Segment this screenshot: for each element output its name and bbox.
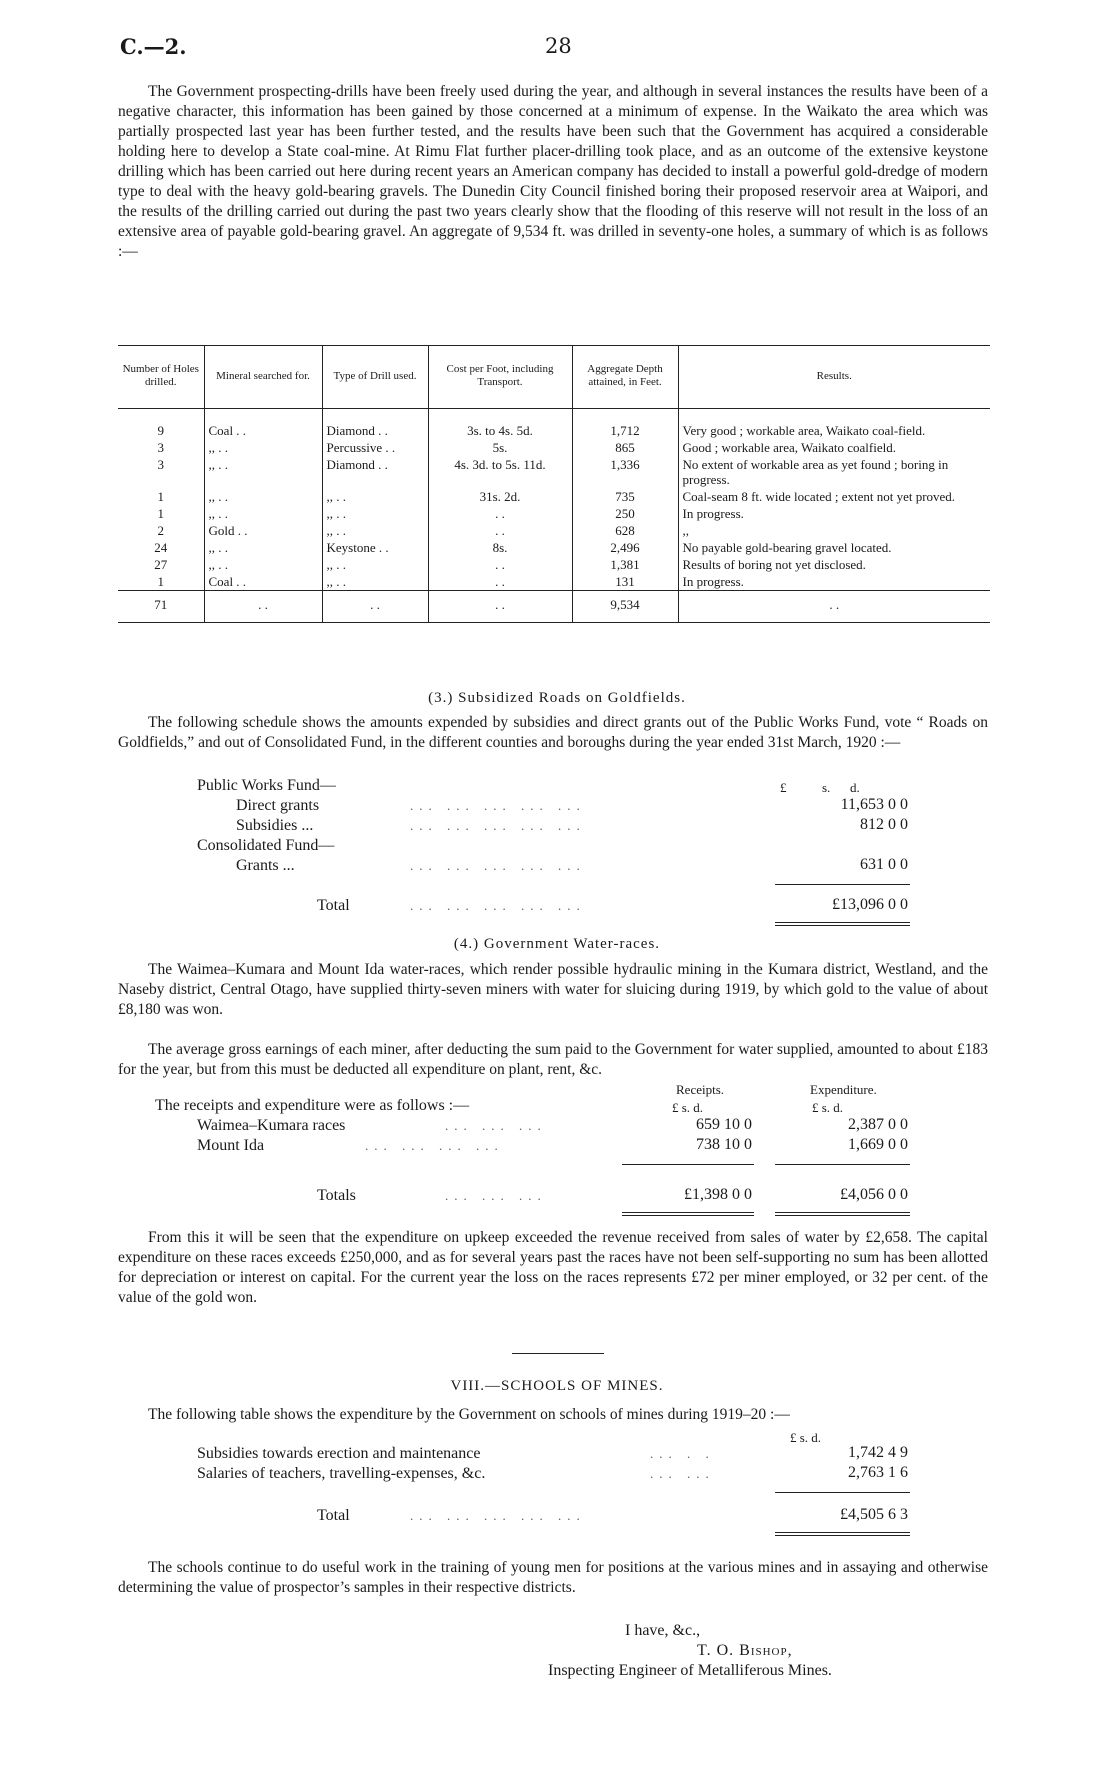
table-row: [118, 539, 990, 556]
header-cost: Cost per Foot, including Transport.: [428, 346, 572, 409]
consolidated-fund-label: Consolidated Fund—: [197, 837, 335, 854]
cell-holes: 1: [118, 488, 204, 505]
sum-rule: [622, 1164, 754, 1165]
lsd-pounds: £: [780, 780, 787, 795]
cell-result: Good ; workable area, Waikato coalfield.: [682, 440, 896, 455]
lsd-pence: d.: [850, 780, 860, 795]
double-rule: [775, 922, 910, 923]
section-8-paragraph: The following table shows the expenditure by the Government on schools of mines during 1919–20 :—: [148, 1406, 790, 1423]
cell-mineral: Coal . .: [204, 573, 322, 591]
cell-cost: 8s.: [428, 539, 572, 556]
cell-result: No payable gold-bearing gravel located.: [682, 540, 892, 555]
schools-lsd: £ s. d.: [790, 1430, 822, 1445]
signature-name: T. O. Bishop,: [697, 1642, 793, 1659]
cell-result: In progress.: [682, 506, 744, 521]
header-mineral: Mineral searched for.: [204, 346, 322, 409]
drill-summary-table: [118, 345, 990, 623]
leader-dots: ... ... ... ... ...: [410, 818, 586, 833]
waimea-label: Waimea–Kumara races: [197, 1117, 346, 1134]
cell-cost: 31s. 2d.: [428, 488, 572, 505]
double-rule: [622, 1215, 754, 1216]
cell-depth: 131: [572, 573, 678, 591]
leader-dots: ... ... ...: [445, 1118, 547, 1133]
total-holes: 71: [118, 591, 204, 623]
cell-depth: 628: [572, 522, 678, 539]
leader-dots: ... ... ... ... ...: [410, 798, 586, 813]
schools-subsidies-label: Subsidies towards erection and maintenance: [197, 1445, 481, 1462]
section-3-total-amount: £13,096 0 0: [832, 896, 908, 913]
cell-drill: ,, . .: [322, 488, 428, 505]
table-total-row: [118, 591, 990, 623]
cell-depth: 735: [572, 488, 678, 505]
double-rule: [775, 1215, 910, 1216]
cell-mineral: ,, . .: [204, 488, 322, 505]
cell-cost: 4s. 3d. to 5s. 11d.: [428, 456, 572, 488]
schools-salaries-label: Salaries of teachers, travelling-expenses, &c.: [197, 1465, 486, 1482]
cell-mineral: Gold . .: [204, 522, 322, 539]
subsidies-amount: 812 0 0: [860, 816, 908, 833]
section-8-closing: The schools continue to do useful work in the training of young men for positions at the various mines and in assaying and otherwise determining the value of prospector’s samples in their respective districts.: [118, 1559, 988, 1596]
totals-expenditure: £4,056 0 0: [840, 1186, 908, 1203]
subsidies-label: Subsidies ...: [236, 817, 314, 834]
section-8-title: VIII.—SCHOOLS OF MINES.: [450, 1378, 664, 1394]
cell-cost: 5s.: [428, 439, 572, 456]
totals-label: Totals: [317, 1187, 356, 1204]
cell-result: Very good ; workable area, Waikato coal-field.: [682, 423, 926, 438]
signature-title: Inspecting Engineer of Metalliferous Mines.: [548, 1662, 832, 1679]
cell-mineral: ,, . .: [204, 439, 322, 456]
section-divider: [512, 1353, 604, 1354]
page-number: 28: [545, 34, 572, 58]
cell-holes: 3: [118, 439, 204, 456]
cell-mineral: ,, . .: [204, 556, 322, 573]
waimea-expenditure: 2,387 0 0: [848, 1116, 908, 1133]
receipts-lsd: £ s. d.: [672, 1100, 704, 1115]
cell-drill: ,, . .: [322, 522, 428, 539]
section-3-paragraph: The following schedule shows the amounts expended by subsidies and direct grants out of the Public Works Fund, vote “ Roads on Goldfields,” and out of Consolidated Fund, in the different counties and boroughs during the year ended 31st March, 1920 :—: [118, 714, 988, 751]
leader-dots: ... ... ... ...: [365, 1138, 504, 1153]
receipts-intro-line: The receipts and expenditure were as follows :—: [155, 1097, 470, 1114]
section-4-paragraph-2: The average gross earnings of each miner, after deducting the sum paid to the Government for water supplied, amounted to about £183 for the year, but from this must be deducted all expenditure on plant, rent, &c.: [118, 1041, 988, 1078]
cell-drill: Diamond . .: [322, 456, 428, 488]
cell-mineral: ,, . .: [204, 505, 322, 522]
mount-ida-label: Mount Ida: [197, 1137, 265, 1154]
waimea-receipts: 659 10 0: [696, 1116, 752, 1133]
expenditure-heading: Expenditure.: [810, 1082, 877, 1097]
public-works-fund-label: Public Works Fund—: [197, 777, 336, 794]
grants-label: Grants ...: [236, 857, 295, 874]
table-header-row: [118, 346, 990, 409]
double-rule: [775, 925, 910, 926]
table-row: [118, 556, 990, 573]
cell-result: Results of boring not yet disclosed.: [682, 557, 866, 572]
cell-drill: Percussive . .: [322, 439, 428, 456]
schools-total-label: Total: [317, 1507, 350, 1524]
table-row: [118, 573, 990, 591]
schools-salaries-amount: 2,763 1 6: [848, 1464, 908, 1481]
sum-rule: [775, 884, 910, 885]
document-reference: C.—2.: [120, 34, 187, 59]
receipts-heading: Receipts.: [676, 1082, 725, 1097]
double-rule: [775, 1535, 910, 1536]
section-4-paragraph-1: The Waimea–Kumara and Mount Ida water-races, which render possible hydraulic mining in the Kumara district, Westland, and the Naseby district, Central Otago, have supplied thirty-seven miners with water for sluicing during 1919, by which gold to the value of about £8,180 was won.: [118, 961, 988, 1018]
cell-drill: Diamond . .: [322, 409, 428, 440]
section-3-total-label: Total: [317, 897, 350, 914]
cell-depth: 1,381: [572, 556, 678, 573]
leader-dots: ... ... ... ... ...: [410, 858, 586, 873]
cell-cost: . .: [428, 505, 572, 522]
header-results: Results.: [816, 369, 852, 382]
cell-holes: 2: [118, 522, 204, 539]
total-depth: 9,534: [572, 591, 678, 623]
cell-depth: 1,712: [572, 409, 678, 440]
cell-result: No extent of workable area as yet found ; boring in progress.: [682, 457, 949, 487]
schools-subsidies-amount: 1,742 4 9: [848, 1444, 908, 1461]
total-result: . .: [678, 591, 990, 623]
grants-amount: 631 0 0: [860, 856, 908, 873]
table-row: [118, 409, 990, 440]
schools-total-amount: £4,505 6 3: [840, 1506, 908, 1523]
header-holes: Number of Holes drilled.: [118, 346, 204, 409]
cell-drill: ,, . .: [322, 573, 428, 591]
lsd-shillings: s.: [822, 780, 831, 795]
totals-receipts: £1,398 0 0: [684, 1186, 752, 1203]
sum-rule: [775, 1164, 910, 1165]
cell-mineral: ,, . .: [204, 539, 322, 556]
cell-result: Coal-seam 8 ft. wide located ; extent not yet proved.: [682, 489, 956, 504]
section-4-title: (4.) Government Water-races.: [453, 936, 661, 952]
mount-ida-expenditure: 1,669 0 0: [848, 1136, 908, 1153]
cell-holes: 9: [118, 409, 204, 440]
cell-drill: ,, . .: [322, 505, 428, 522]
header-depth: Aggregate Depth attained, in Feet.: [572, 346, 678, 409]
cell-cost: 3s. to 4s. 5d.: [428, 409, 572, 440]
cell-holes: 1: [118, 505, 204, 522]
cell-mineral: Coal . .: [204, 409, 322, 440]
cell-result: In progress.: [682, 574, 744, 589]
double-rule: [622, 1212, 754, 1213]
total-drill: . .: [322, 591, 428, 623]
cell-drill: Keystone . .: [322, 539, 428, 556]
leader-dots: ... ... ... ... ...: [410, 898, 586, 913]
double-rule: [775, 1532, 910, 1533]
leader-dots: ... ... ... ... ...: [410, 1508, 586, 1523]
double-rule: [775, 1212, 910, 1213]
total-mineral: . .: [204, 591, 322, 623]
direct-grants-label: Direct grants: [236, 797, 320, 814]
signature-salutation: I have, &c.,: [625, 1622, 701, 1639]
table-row: [118, 505, 990, 522]
cell-cost: . .: [428, 522, 572, 539]
sum-rule: [775, 1492, 910, 1493]
total-cost: . .: [428, 591, 572, 623]
cell-depth: 2,496: [572, 539, 678, 556]
header-drill-type: Type of Drill used.: [322, 346, 428, 409]
table-row: [118, 488, 990, 505]
cell-holes: 3: [118, 456, 204, 488]
table-row: [118, 456, 990, 488]
table-row: [118, 522, 990, 539]
leader-dots: ... ... ...: [445, 1188, 547, 1203]
cell-depth: 865: [572, 439, 678, 456]
table-row: [118, 439, 990, 456]
cell-result: ,,: [682, 523, 689, 538]
cell-drill: ,, . .: [322, 556, 428, 573]
expenditure-lsd: £ s. d.: [812, 1100, 844, 1115]
section-3-title: (3.) Subsidized Roads on Goldfields.: [428, 690, 686, 706]
section-4-paragraph-3: From this it will be seen that the expenditure on upkeep exceeded the revenue received from sales of water by £2,658. The capital expenditure on these races exceeds £250,000, and as for several years past the races have not been self-supporting no sum has been allotted for depreciation or interest on capital. For the current year the loss on the races represents £72 per miner employed, or 32 per cent. of the value of the gold won.: [118, 1229, 988, 1306]
cell-holes: 1: [118, 573, 204, 591]
cell-cost: . .: [428, 556, 572, 573]
cell-depth: 1,336: [572, 456, 678, 488]
cell-holes: 27: [118, 556, 204, 573]
cell-holes: 24: [118, 539, 204, 556]
cell-cost: . .: [428, 573, 572, 591]
leader-dots: ... . .: [650, 1446, 715, 1461]
mount-ida-receipts: 738 10 0: [696, 1136, 752, 1153]
cell-depth: 250: [572, 505, 678, 522]
cell-mineral: ,, . .: [204, 456, 322, 488]
leader-dots: ... ...: [650, 1466, 715, 1481]
intro-paragraph: The Government prospecting-drills have been freely used during the year, and although in several instances the results have been of a negative character, this information has been gained by those concerned at a minimum of expense. In the Waikato the area which was partially prospected last year has been further tested, and the results have been such that the Government has acquired a considerable holding here to develop a State coal-mine. At Rimu Flat further placer-drilling took place, and as an outcome of the extensive keystone drilling which has been carried out here during recent years an American company has decided to install a powerful gold-dredge of modern type to deal with the heavy gold-bearing gravels. The Dunedin City Council finished boring their proposed reservoir area at Waipori, and the results of the drilling carried out during the past two years clearly show that the flooding of this reserve will not result in the loss of an extensive area of payable gold-bearing gravel. An aggregate of 9,534 ft. was drilled in seventy-one holes, a summary of which is as follows :—: [118, 83, 988, 260]
direct-grants-amount: 11,653 0 0: [840, 796, 908, 813]
